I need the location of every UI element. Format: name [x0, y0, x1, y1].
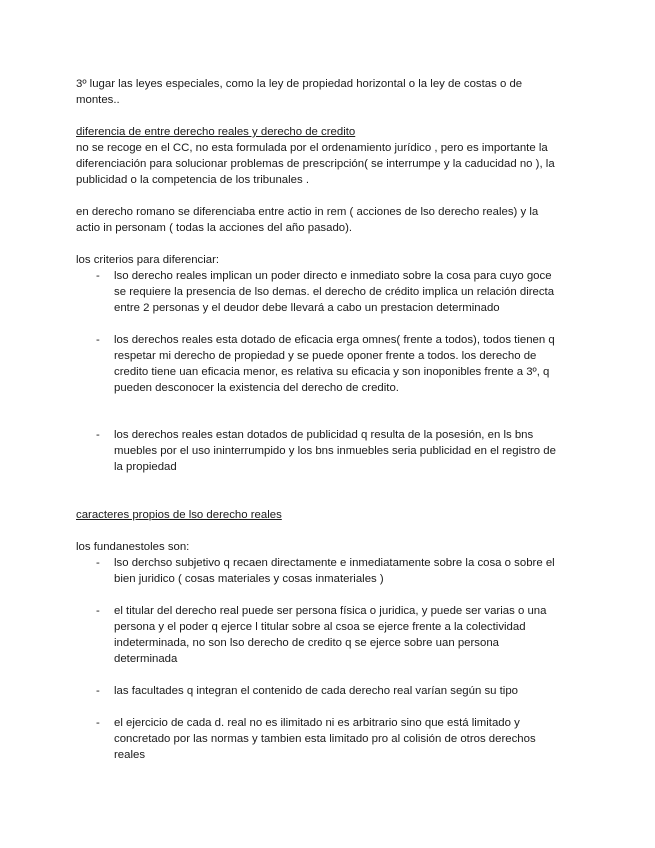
- paragraph-line: publicidad o la competencia de los tribunales .: [76, 174, 310, 186]
- list-item-line: el titular del derecho real puede ser persona física o juridica, y puede ser varias o una: [114, 605, 547, 617]
- list-item: [76, 555, 576, 587]
- list-item-line: lso derchso subjetivo q recaen directamente e inmediatamente sobre la cosa o sobre el: [114, 557, 555, 569]
- section-heading-diferencia: diferencia de entre derecho reales y derecho de credito: [76, 126, 356, 138]
- bullet-marker: -: [96, 717, 100, 729]
- list-item-line: lso derecho reales implican un poder directo e inmediato sobre la cosa para cuyo goce: [114, 270, 552, 282]
- list-item-line: bien juridico ( cosas materiales y cosas inmateriales ): [114, 573, 384, 585]
- criteria-list: [76, 268, 576, 475]
- list-item-line: respetar mi derecho de propiedad y se puede oponer frente a todos. los derecho de: [114, 350, 537, 362]
- list-item-line: reales: [114, 749, 146, 761]
- paragraph-line: en derecho romano se diferenciaba entre actio in rem ( acciones de lso derecho reales) y la: [76, 206, 539, 218]
- paragraph-line: actio in personam ( todas la acciones del año pasado).: [76, 222, 353, 234]
- list-item-line: se requiere la presencia de lso demas. el derecho de crédito implica un relación directa: [114, 286, 555, 298]
- intro-line: 3º lugar las leyes especiales, como la ley de propiedad horizontal o la ley de costas o de: [76, 78, 523, 90]
- list-item-line: credito tiene uan eficacia menor, es relativa su eficacia y son inoponibles frente a 3º, q: [114, 366, 550, 378]
- criteria-intro: los criterios para diferenciar:: [76, 254, 220, 266]
- bullet-marker: -: [96, 429, 100, 441]
- list-item-line: el ejercicio de cada d. real no es ilimitado ni es arbitrario sino que está limitado y: [114, 717, 520, 729]
- paragraph-line: no se recoge en el CC, no esta formulada por el ordenamiento jurídico , pero es importante la: [76, 142, 548, 154]
- list-item: [76, 427, 576, 475]
- list-item-line: los derechos reales esta dotado de eficacia erga omnes( frente a todos), todos tienen q: [114, 334, 555, 346]
- list-item-line: muebles por el uso ininterrumpido y los bns inmuebles seria publicidad en el registro de: [114, 445, 556, 457]
- list-item: [76, 332, 576, 396]
- list-item-line: los derechos reales estan dotados de publicidad q resulta de la posesión, en ls bns: [114, 429, 534, 441]
- intro-line: montes..: [76, 94, 120, 106]
- bullet-marker: -: [96, 557, 100, 569]
- bullet-marker: -: [96, 685, 100, 697]
- bullet-marker: -: [96, 605, 100, 617]
- list-item: [76, 268, 576, 316]
- list-item-line: las facultades q integran el contenido de cada derecho real varían según su tipo: [114, 685, 519, 697]
- bullet-marker: -: [96, 334, 100, 346]
- document-page: [76, 76, 576, 763]
- list-item: [76, 603, 576, 667]
- list-item-line: persona y el poder q ejerce l titular sobre al csoa se ejerce frente a la colectividad: [114, 621, 526, 633]
- bullet-marker: -: [96, 270, 100, 282]
- list-item-line: entre 2 personas y el deudor debe llevará a cabo un prestacion determinado: [114, 302, 500, 314]
- list-item-line: la propiedad: [114, 461, 177, 473]
- list-item-line: indeterminada, no son lso derecho de credito q se ejerce sobre uan persona: [114, 637, 499, 649]
- section-heading-caracteres: caracteres propios de lso derecho reales: [76, 509, 282, 521]
- list-item-line: determinada: [114, 653, 178, 665]
- fundamentals-list: [76, 555, 576, 763]
- fundamentals-intro: los fundanestoles son:: [76, 541, 190, 553]
- list-item: [76, 715, 576, 763]
- list-item-line: pueden desconocer la existencia del derecho de credito.: [114, 382, 399, 394]
- list-item-line: concretado por las normas y tambien esta limitado pro al colisión de otros derechos: [114, 733, 536, 745]
- paragraph-line: diferenciación para solucionar problemas de prescripción( se interrumpe y la caducidad no ), la: [76, 158, 555, 170]
- list-item: [76, 683, 576, 699]
